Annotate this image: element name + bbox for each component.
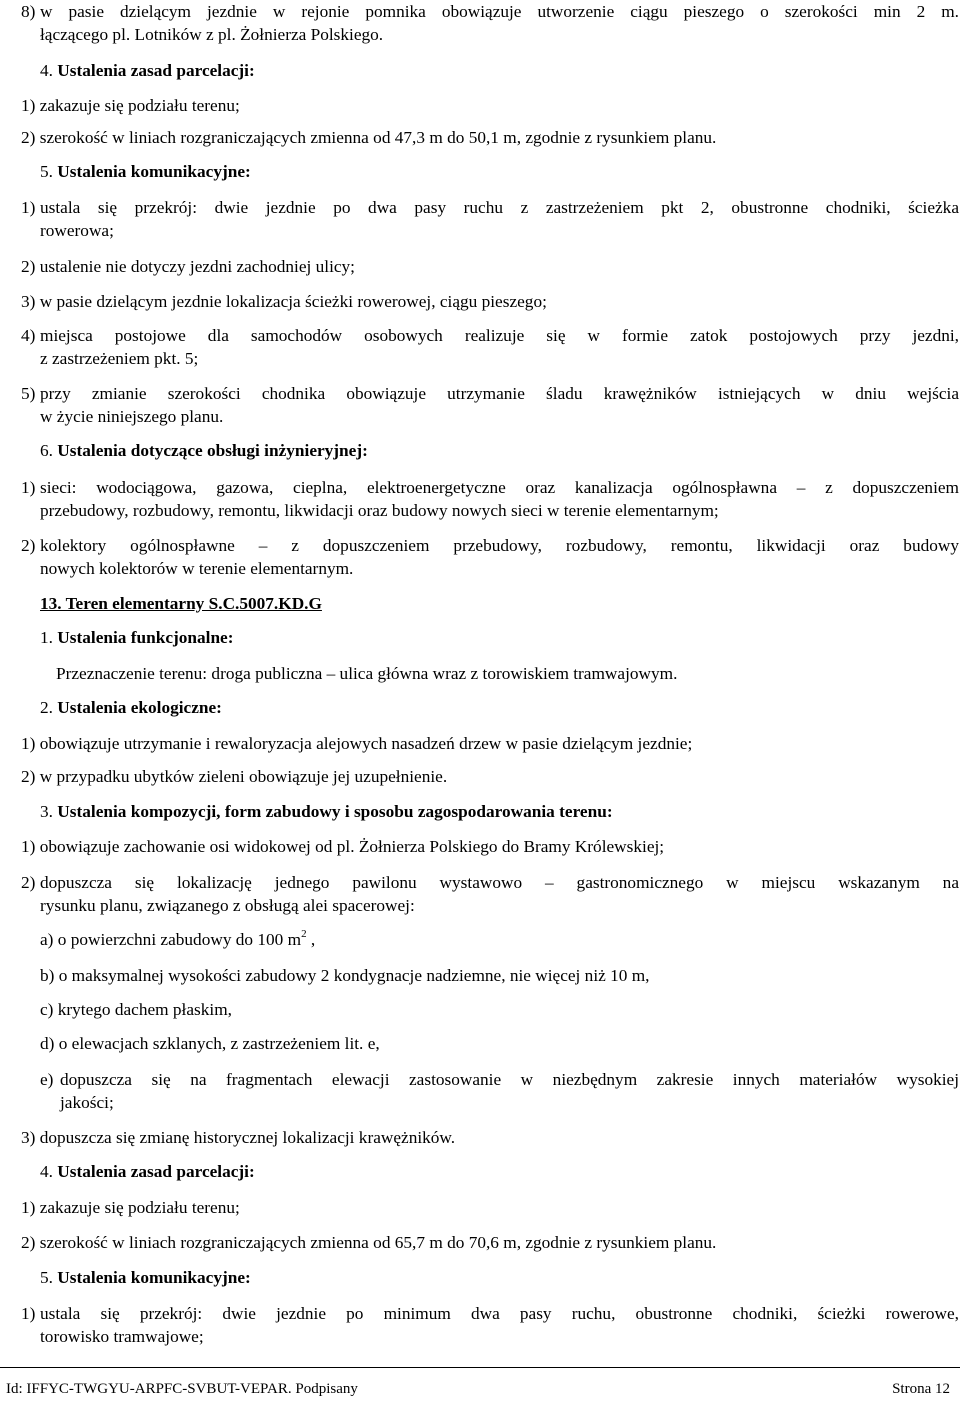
heading-number: 4. xyxy=(40,61,53,80)
document-id: Id: IFFYC-TWGYU-ARPFC-SVBUT-VEPAR. Podpisany xyxy=(6,1381,358,1397)
item-text-line2: rysunku planu, związanego z obsługą alei spacerowej: xyxy=(40,896,415,915)
footer-divider xyxy=(0,1367,960,1368)
item-text-line1: ustala się przekrój: dwie jezdnie po minimum dwa pasy ruchu, obustronne chodniki, ścieżki rowerowe, xyxy=(40,1304,959,1323)
list-item xyxy=(21,871,959,917)
list-item xyxy=(21,534,959,580)
item-number: 2) xyxy=(21,873,36,892)
heading-number: 5. xyxy=(40,1268,53,1287)
list-item: 2) w przypadku ubytków zieleni obowiązuje jej uzupełnienie. xyxy=(21,767,448,786)
list-item: 1) obowiązuje utrzymanie i rewaloryzacja alejowych nasadzeń drzew w pasie dzielącym jezdnie; xyxy=(21,734,693,753)
heading-text: Ustalenia funkcjonalne: xyxy=(57,628,234,647)
list-item xyxy=(21,382,959,428)
heading-number: 1. xyxy=(40,628,53,647)
item-number: 5) xyxy=(21,384,36,403)
item-text-line2: jakości; xyxy=(60,1093,114,1112)
paragraph-text: Przeznaczenie terenu: droga publiczna – ulica główna wraz z torowiskiem tramwajowym. xyxy=(56,664,678,683)
item-number: 1) xyxy=(21,198,36,217)
section-heading-4 xyxy=(40,61,255,81)
list-item xyxy=(21,324,959,370)
section-heading-1 xyxy=(40,628,234,648)
list-item: 2) ustalenie nie dotyczy jezdni zachodniej ulicy; xyxy=(21,257,355,276)
section-heading-2 xyxy=(40,698,222,718)
heading-number: 5. xyxy=(40,162,53,181)
heading-number: 3. xyxy=(40,802,53,821)
heading-text: Ustalenia zasad parcelacji: xyxy=(57,61,255,80)
list-item xyxy=(21,1302,959,1348)
list-item: 3) dopuszcza się zmianę historycznej lokalizacji krawężników. xyxy=(21,1128,456,1147)
sub-list-item: b) o maksymalnej wysokości zabudowy 2 kondygnacje nadziemne, nie więcej niż 10 m, xyxy=(40,966,650,985)
list-item: 1) zakazuje się podziału terenu; xyxy=(21,96,240,115)
heading-text: Ustalenia zasad parcelacji: xyxy=(57,1162,255,1181)
sub-list-item xyxy=(40,1068,959,1114)
heading-text: Ustalenia komunikacyjne: xyxy=(57,162,251,181)
item-number: 2) xyxy=(21,536,36,555)
heading-text: Ustalenia ekologiczne: xyxy=(57,698,222,717)
item-text-line2: łączącego pl. Lotników z pl. Żołnierza Polskiego. xyxy=(40,25,384,44)
item-number: 4) xyxy=(21,326,36,345)
item-number: 8) xyxy=(21,2,36,21)
list-item: 2) szerokość w liniach rozgraniczających zmienna od 65,7 m do 70,6 m, zgodnie z rysunkiem planu. xyxy=(21,1233,717,1252)
item-text-line2: w życie niniejszego planu. xyxy=(40,407,224,426)
list-item: 1) zakazuje się podziału terenu; xyxy=(21,1198,240,1217)
sub-list-item: d) o elewacjach szklanych, z zastrzeżeniem lit. e, xyxy=(40,1034,380,1053)
list-item xyxy=(21,476,959,522)
item-text-line1: ustala się przekrój: dwie jezdnie po dwa pasy ruchu z zastrzeżeniem pkt 2, obustronne chodniki, ścieżka xyxy=(40,198,959,217)
section-heading-6 xyxy=(40,441,368,461)
item-text-line1: dopuszcza się lokalizację jednego pawilonu wystawowo – gastronomicznego w miejscu wskazanym na xyxy=(40,873,959,892)
list-item: 2) szerokość w liniach rozgraniczających zmienna od 47,3 m do 50,1 m, zgodnie z rysunkiem planu. xyxy=(21,128,717,147)
item-text-line1: sieci: wodociągowa, gazowa, cieplna, elektroenergetyczne oraz kanalizacja ogólnospławna – z dopuszczeniem xyxy=(40,478,959,497)
sub-list-item xyxy=(40,930,315,950)
heading-text: Ustalenia dotyczące obsługi inżynieryjnej: xyxy=(57,441,368,460)
item-number: e) xyxy=(40,1070,54,1089)
heading-text: Ustalenia komunikacyjne: xyxy=(57,1268,251,1287)
heading-number: 6. xyxy=(40,441,53,460)
item-text-line1: kolektory ogólnospławne – z dopuszczeniem przebudowy, rozbudowy, remontu, likwidacji oraz budowy xyxy=(40,536,959,555)
sub-list-item: c) krytego dachem płaskim, xyxy=(40,1000,232,1019)
item-number: 1) xyxy=(21,1304,36,1323)
item-text-line1: miejsca postojowe dla samochodów osobowych realizuje się w formie zatok postojowych przy jezdni, xyxy=(40,326,959,345)
list-item: 1) obowiązuje zachowanie osi widokowej od pl. Żołnierza Polskiego do Bramy Królewskiej; xyxy=(21,837,665,856)
sub-item-text: a) o powierzchni zabudowy do 100 m xyxy=(40,930,302,949)
item-text-line2: przebudowy, rozbudowy, remontu, likwidacji oraz budowy nowych sieci w terenie elementarnym; xyxy=(40,501,719,520)
list-item: 3) w pasie dzielącym jezdnie lokalizacja ścieżki rowerowej, ciągu pieszego; xyxy=(21,292,547,311)
item-text-line2: z zastrzeżeniem pkt. 5; xyxy=(40,349,199,368)
item-text-line1: przy zmianie szerokości chodnika obowiązuje utrzymanie śladu krawężników istniejących w dniu wejścia xyxy=(40,384,959,403)
heading-number: 4. xyxy=(40,1162,53,1181)
heading-number: 2. xyxy=(40,698,53,717)
section-heading-4b xyxy=(40,1162,255,1182)
list-item xyxy=(21,196,959,242)
section-heading-5 xyxy=(40,162,251,182)
area-heading: 13. Teren elementarny S.C.5007.KD.G xyxy=(40,594,322,613)
item-text-line2: rowerowa; xyxy=(40,221,114,240)
item-text-line1: w pasie dzielącym jezdnie w rejonie pomnika obowiązuje utworzenie ciągu pieszego o szerokości min 2 m. xyxy=(40,2,959,21)
item-text-line1: dopuszcza się na fragmentach elewacji zastosowanie w niezbędnym zakresie innych materiałów wysokiej xyxy=(60,1070,959,1089)
paragraph-8 xyxy=(21,0,959,46)
section-heading-5b xyxy=(40,1268,251,1288)
section-heading-3 xyxy=(40,802,613,822)
heading-text: Ustalenia kompozycji, form zabudowy i sposobu zagospodarowania terenu: xyxy=(57,802,613,821)
sub-item-end: , xyxy=(306,930,316,949)
page-number: Strona 12 xyxy=(892,1381,950,1397)
item-text-line2: nowych kolektorów w terenie elementarnym. xyxy=(40,559,354,578)
item-number: 1) xyxy=(21,478,36,497)
superscript: 2 xyxy=(301,928,307,941)
item-text-line2: torowisko tramwajowe; xyxy=(40,1327,204,1346)
